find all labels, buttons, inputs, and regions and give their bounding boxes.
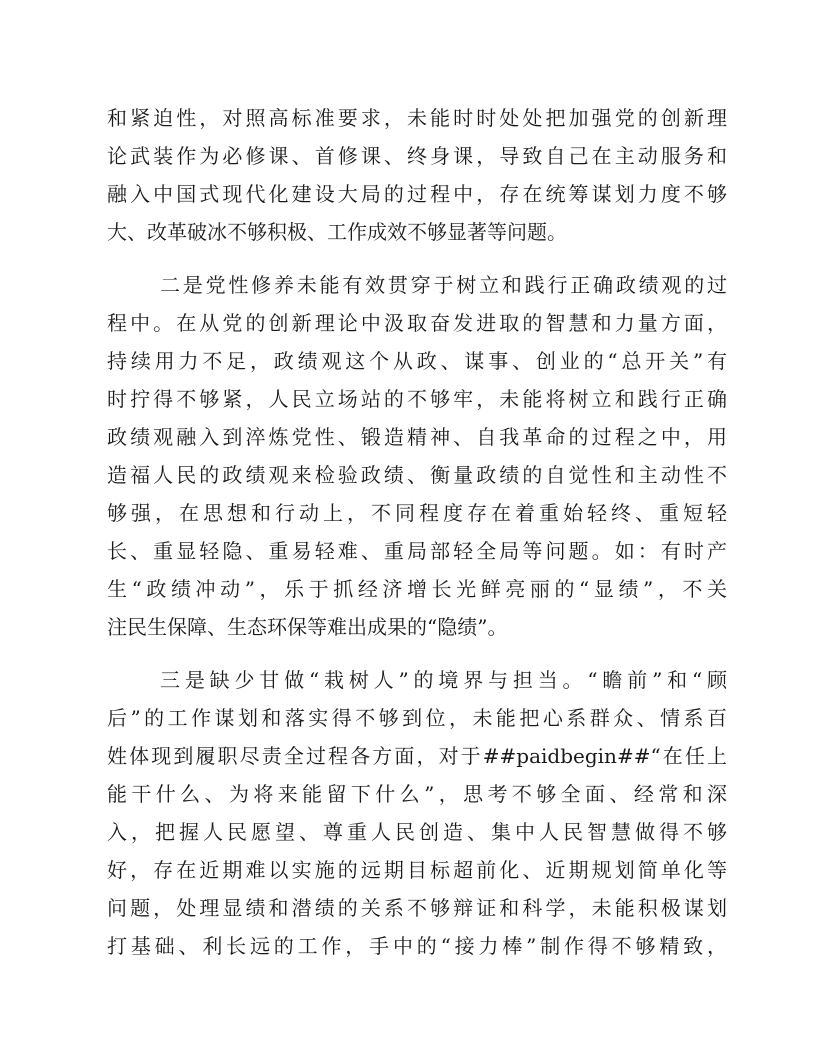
paragraph-1-line-3: 融入中国式现代化建设大局的过程中，存在统筹谋划力度不够 [107, 182, 727, 206]
paragraph-3-line-8: 打基础、利长远的工作，手中的“接力棒”制作得不够精致， [107, 934, 727, 958]
paragraph-2-line-1: 二是党性修养未能有效贯穿于树立和践行正确政绩观的过 [160, 273, 727, 297]
paragraph-3-line-7: 问题，处理显绩和潜绩的关系不够辩证和科学，未能积极谋划 [107, 896, 727, 920]
paragraph-2-line-4: 时拧得不够紧，人民立场站的不够牢，未能将树立和践行正确 [107, 387, 727, 411]
paragraph-3-line-3: 姓体现到履职尽责全过程各方面，对于##paidbegin##“在任上 [107, 744, 727, 768]
paragraph-2-line-5: 政绩观融入到淬炼党性、锻造精神、自我革命的过程之中，用 [107, 425, 727, 449]
paragraph-2-line-2: 程中。在从党的创新理论中汲取奋发进取的智慧和力量方面， [107, 311, 727, 335]
paragraph-2-line-6: 造福人民的政绩观来检验政绩、衡量政绩的自觉性和主动性不 [107, 463, 727, 487]
paragraph-3-line-1: 三是缺少甘做“栽树人”的境界与担当。“瞻前”和“顾 [160, 668, 727, 692]
paragraph-3-line-6: 好，存在近期难以实施的远期目标超前化、近期规划简单化等 [107, 858, 727, 882]
paragraph-2-line-10: 注民生保障、生态环保等难出成果的“隐绩”。 [107, 615, 508, 639]
paragraph-1-line-2: 论武装作为必修课、首修课、终身课，导致自己在主动服务和 [107, 144, 727, 168]
paragraph-3-line-5: 入，把握人民愿望、尊重人民创造、集中人民智慧做得不够 [107, 820, 727, 844]
paragraph-3-line-4: 能干什么、为将来能留下什么”，思考不够全面、经常和深 [107, 782, 727, 806]
paragraph-2-line-9: 生“政绩冲动”，乐于抓经济增长光鲜亮丽的“显绩”，不关 [107, 577, 727, 601]
paragraph-2-line-7: 够强，在思想和行动上，不同程度存在着重始轻终、重短轻 [107, 501, 727, 525]
paragraph-3-line-2: 后”的工作谋划和落实得不够到位，未能把心系群众、情系百 [107, 706, 727, 730]
paragraph-2-line-3: 持续用力不足，政绩观这个从政、谋事、创业的“总开关”有 [107, 349, 727, 373]
paragraph-1-line-1: 和紧迫性，对照高标准要求，未能时时处处把加强党的创新理 [107, 106, 727, 130]
paragraph-1-line-4: 大、改革破冰不够积极、工作成效不够显著等问题。 [107, 220, 567, 244]
paragraph-2-line-8: 长、重显轻隐、重易轻难、重局部轻全局等问题。如：有时产 [107, 539, 727, 563]
